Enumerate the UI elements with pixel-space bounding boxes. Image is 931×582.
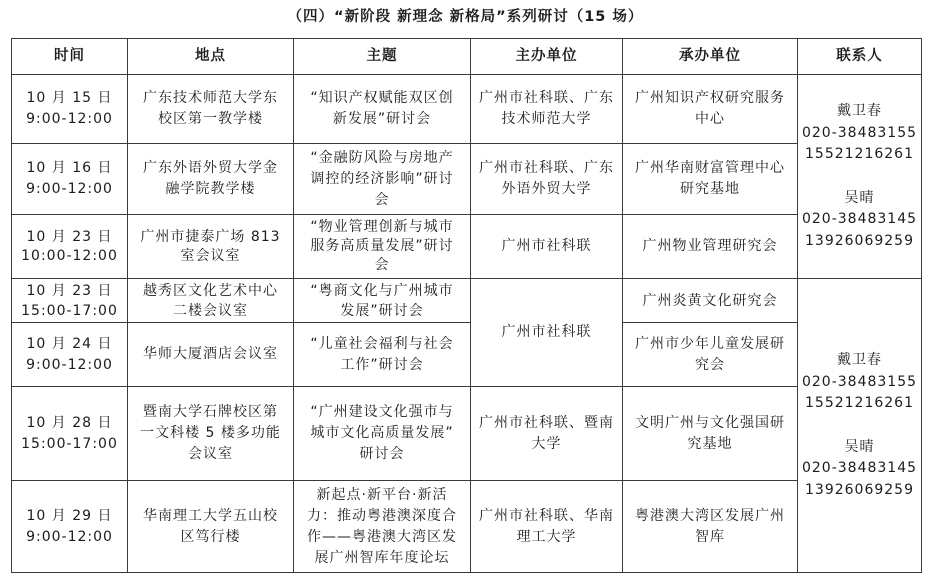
organizer-line: 究基地 <box>687 435 733 452</box>
place-line: 华师大厦酒店会议室 <box>143 346 278 362</box>
place-cell <box>128 387 294 481</box>
organizer-line: 广州市少年儿童发展研 <box>635 335 785 352</box>
contact-person <box>800 350 919 415</box>
contact-name: 戴卫春 <box>837 352 882 368</box>
place-line: 广州市捷泰广场 813 <box>140 228 281 245</box>
place-line: 暨南大学石牌校区第 <box>143 404 278 420</box>
time-range: 15:00-17:00 <box>21 302 118 319</box>
topic-line: 服务高质量发展”研讨 <box>310 238 454 254</box>
contact-person <box>800 437 919 502</box>
header-topic: 主题 <box>294 39 471 75</box>
date: 10 月 23 日 <box>26 282 113 299</box>
table-row <box>12 323 922 387</box>
organizer-cell <box>623 279 798 323</box>
contact-phone: 020-38483145 <box>801 211 918 227</box>
organizer-cell <box>623 75 798 144</box>
time-cell <box>12 481 128 573</box>
host-line: 广州市社科联 <box>501 238 592 254</box>
place-line: 广东外语外贸大学金 <box>143 160 278 176</box>
organizer-cell <box>623 144 798 215</box>
topic-line: 工作”研讨会 <box>340 356 424 373</box>
host-line: 广州市社科联、广东 <box>479 160 614 176</box>
place-line: 一文科楼 5 楼多功能 <box>140 425 281 441</box>
contact-mobile: 15521216261 <box>805 146 914 162</box>
organizer-line: 究会 <box>695 356 725 373</box>
time-range: 9:00-12:00 <box>26 356 113 373</box>
topic-line: 研讨会 <box>359 446 405 462</box>
topic-cell <box>294 75 471 144</box>
host-line: 广州市社科联、华南 <box>479 507 614 524</box>
host-cell <box>471 481 623 573</box>
table-row <box>12 144 922 215</box>
time-cell <box>12 323 128 387</box>
organizer-cell <box>623 323 798 387</box>
topic-line: “物业管理创新与城市 <box>310 219 454 235</box>
host-line: 理工大学 <box>516 528 577 545</box>
place-cell <box>128 481 294 573</box>
topic-line: “知识产权赋能双区创 <box>310 90 454 106</box>
table-row <box>12 387 922 481</box>
seminar-schedule-table <box>11 38 922 573</box>
date: 10 月 23 日 <box>26 228 113 245</box>
contact-person <box>800 188 919 253</box>
date: 10 月 28 日 <box>26 414 113 431</box>
contact-mobile: 15521216261 <box>805 395 914 411</box>
organizer-line: 广州物业管理研究会 <box>642 238 778 254</box>
time-cell <box>12 387 128 481</box>
place-cell <box>128 144 294 215</box>
header-host: 主办单位 <box>471 39 623 75</box>
topic-line: 新起点·新平台·新活 <box>316 486 448 503</box>
topic-cell <box>294 387 471 481</box>
date: 10 月 15 日 <box>26 90 113 106</box>
topic-line: 力：推动粤港澳深度合 <box>307 507 457 524</box>
host-cell <box>471 75 623 144</box>
place-line: 会议室 <box>188 446 233 462</box>
host-line: 广州市社科联、广东 <box>479 90 614 106</box>
header-contact: 联系人 <box>798 39 922 75</box>
host-cell <box>471 144 623 215</box>
contact-name: 吴晴 <box>844 189 875 206</box>
topic-line: 调控的经济影响”研讨 <box>310 170 454 187</box>
contact-cell <box>798 279 922 573</box>
topic-line: 发展”研讨会 <box>340 302 424 319</box>
table-header-row <box>12 39 922 75</box>
topic-line: “粤商文化与广州城市 <box>310 282 454 299</box>
contact-mobile: 13926069259 <box>805 481 914 498</box>
date: 10 月 16 日 <box>26 160 113 176</box>
organizer-cell <box>623 387 798 481</box>
organizer-line: 广州知识产权研究服务 <box>635 90 785 106</box>
organizer-line: 文明广州与文化强国研 <box>635 414 785 431</box>
place-line: 室会议室 <box>180 247 241 264</box>
contact-phone: 020-38483155 <box>801 373 918 390</box>
contact-name: 吴晴 <box>844 438 875 455</box>
contact-mobile: 13926069259 <box>805 232 914 249</box>
date: 10 月 29 日 <box>26 507 113 524</box>
host-line: 外语外贸大学 <box>501 181 592 197</box>
time-range: 9:00-12:00 <box>26 181 113 197</box>
host-cell <box>471 215 623 279</box>
contact-phone: 020-38483155 <box>801 124 918 141</box>
organizer-cell <box>623 215 798 279</box>
topic-cell <box>294 323 471 387</box>
place-cell <box>128 215 294 279</box>
place-line: 区笃行楼 <box>180 528 241 545</box>
topic-cell <box>294 279 471 323</box>
time-cell <box>12 75 128 144</box>
place-cell <box>128 75 294 144</box>
time-range: 15:00-17:00 <box>21 435 118 452</box>
host-line: 广州市社科联 <box>501 324 592 340</box>
table-row <box>12 481 922 573</box>
time-cell <box>12 215 128 279</box>
time-range: 9:00-12:00 <box>26 111 113 127</box>
header-time: 时间 <box>12 39 128 75</box>
organizer-line: 中心 <box>695 111 725 127</box>
contact-name: 戴卫春 <box>837 103 882 119</box>
header-organizer: 承办单位 <box>623 39 798 75</box>
topic-line: “广州建设文化强市与 <box>310 404 454 420</box>
organizer-line: 广州炎黄文化研究会 <box>642 292 778 309</box>
topic-line: “金融防风险与房地产 <box>310 149 454 166</box>
place-line: 广东技术师范大学东 <box>143 90 278 106</box>
topic-line: 会 <box>374 257 390 273</box>
topic-line: 作——粤港澳大湾区发 <box>307 528 457 545</box>
place-line: 校区第一教学楼 <box>158 111 263 127</box>
host-line: 大学 <box>531 435 562 452</box>
time-range: 10:00-12:00 <box>21 247 118 264</box>
header-place: 地点 <box>128 39 294 75</box>
place-cell <box>128 279 294 323</box>
host-line: 技术师范大学 <box>501 111 592 127</box>
topic-line: 展广州智库年度论坛 <box>314 549 450 566</box>
contact-person <box>800 101 919 166</box>
topic-cell <box>294 481 471 573</box>
topic-line: “儿童社会福利与社会 <box>310 335 454 352</box>
table-row <box>12 279 922 323</box>
place-line: 华南理工大学五山校 <box>143 507 278 524</box>
contact-cell <box>798 75 922 279</box>
organizer-line: 广州华南财富管理中心 <box>635 160 785 176</box>
table-row <box>12 215 922 279</box>
place-cell <box>128 323 294 387</box>
host-cell <box>471 387 623 481</box>
organizer-cell <box>623 481 798 573</box>
section-title: （四）“新阶段 新理念 新格局”系列研讨（15 场） <box>287 9 644 25</box>
organizer-line: 研究基地 <box>680 181 740 197</box>
topic-cell <box>294 215 471 279</box>
contact-phone: 020-38483145 <box>801 460 918 476</box>
time-range: 9:00-12:00 <box>26 528 113 545</box>
place-line: 融学院教学楼 <box>165 181 256 197</box>
table-row <box>12 75 922 144</box>
organizer-line: 智库 <box>695 528 725 545</box>
host-line: 广州市社科联、暨南 <box>479 414 614 431</box>
topic-cell <box>294 144 471 215</box>
time-cell <box>12 144 128 215</box>
place-line: 二楼会议室 <box>173 302 248 319</box>
organizer-line: 粤港澳大湾区发展广州 <box>635 507 785 524</box>
topic-line: 城市文化高质量发展” <box>310 425 454 441</box>
time-cell <box>12 279 128 323</box>
host-cell <box>471 279 623 387</box>
place-line: 越秀区文化艺术中心 <box>143 282 278 299</box>
topic-line: 新发展”研讨会 <box>332 111 432 127</box>
date: 10 月 24 日 <box>26 335 113 352</box>
topic-line: 会 <box>374 191 390 208</box>
